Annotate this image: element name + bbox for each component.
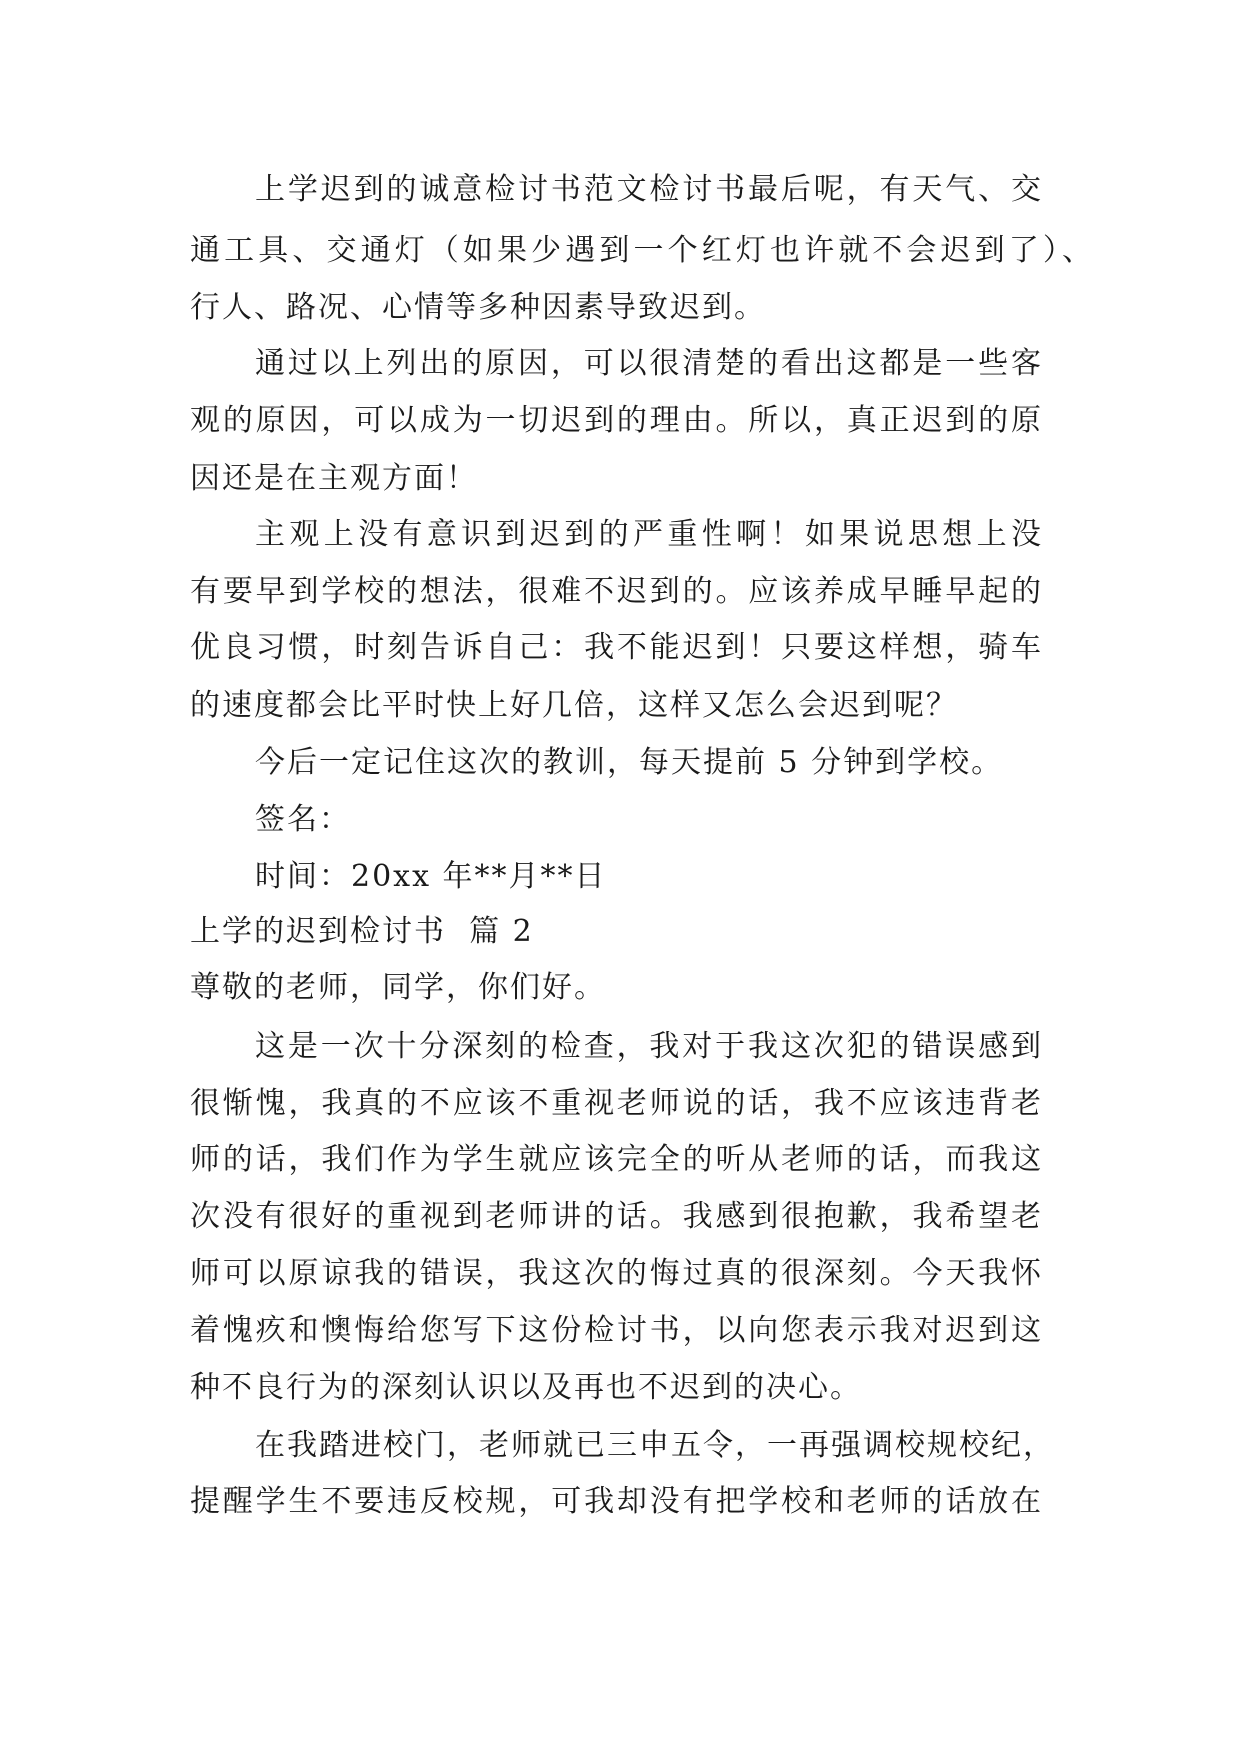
paragraph-line: 有要早到学校的想法，很难不迟到的。应该养成早睡早起的 [190,574,1043,609]
paragraph-line: 行人、路况、心情等多种因素导致迟到。 [190,290,766,325]
paragraph-line: 上学迟到的诚意检讨书范文检讨书最后呢，有天气、交 [255,172,1043,207]
paragraph-line: 提醒学生不要违反校规，可我却没有把学校和老师的话放在 [190,1484,1043,1519]
date-line: 时间：20xx 年**月**日 [255,859,607,894]
paragraph-line: 很惭愧，我真的不应该不重视老师说的话，我不应该违背老 [190,1086,1043,1121]
paragraph-line: 师可以原谅我的错误，我这次的悔过真的很深刻。今天我怀 [190,1256,1043,1291]
paragraph-line: 观的原因，可以成为一切迟到的理由。所以，真正迟到的原 [190,403,1043,438]
paragraph-line: 着愧疚和懊悔给您写下这份检讨书，以向您表示我对迟到这 [190,1313,1043,1348]
paragraph-line: 在我踏进校门，老师就已三申五令，一再强调校规校纪， [255,1428,1055,1463]
paragraph-line: 因还是在主观方面！ [190,461,478,496]
paragraph-line: 次没有很好的重视到老师讲的话。我感到很抱歉，我希望老 [190,1199,1043,1234]
paragraph-line: 师的话，我们作为学生就应该完全的听从老师的话，而我这 [190,1142,1043,1177]
signature-label: 签名： [255,802,351,837]
paragraph-line: 通工具、交通灯（如果少遇到一个红灯也许就不会迟到了）、 [190,233,1094,268]
paragraph-line: 今后一定记住这次的教训，每天提前 5 分钟到学校。 [255,745,1004,780]
paragraph-line: 这是一次十分深刻的检查，我对于我这次犯的错误感到 [255,1029,1043,1064]
salutation: 尊敬的老师，同学，你们好。 [190,970,606,1005]
paragraph-line: 优良习惯，时刻告诉自己：我不能迟到！只要这样想，骑车 [190,630,1043,665]
paragraph-line: 通过以上列出的原因，可以很清楚的看出这都是一些客 [255,346,1043,381]
paragraph-line: 种不良行为的深刻认识以及再也不迟到的决心。 [190,1370,862,1405]
paragraph-line: 主观上没有意识到迟到的严重性啊！如果说思想上没 [255,517,1043,552]
section-heading: 上学的迟到检讨书 篇 2 [190,914,534,949]
paragraph-line: 的速度都会比平时快上好几倍，这样又怎么会迟到呢？ [190,688,958,723]
